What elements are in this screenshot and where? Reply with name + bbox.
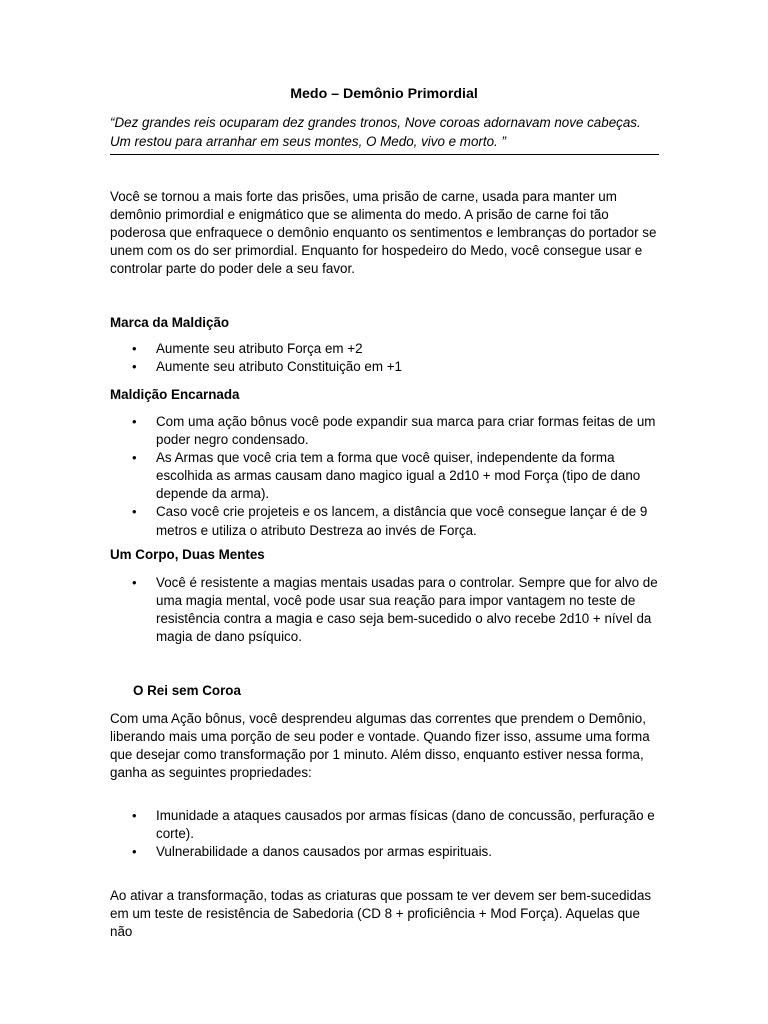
list-item: • Aumente seu atributo Constituição em +1 bbox=[110, 358, 659, 376]
list-marca-da-maldicao bbox=[110, 340, 659, 376]
intro-paragraph: Você se tornou a mais forte das prisões, uma prisão de carne, usada para manter um demônio primordial e enigmático que se alimenta do medo. A prisão de carne foi tão poderosa que enfraquece o demônio enquanto os sentimentos e lembranças do portador se unem com os do ser primordial. Enquanto for hospedeiro do Medo, você consegue usar e controlar parte do poder dele a seu favor. bbox=[110, 189, 657, 277]
bullet-icon: • bbox=[132, 808, 137, 823]
list-item: • Imunidade a ataques causados por armas físicas (dano de concussão, perfuração e corte). bbox=[132, 808, 655, 842]
closing-paragraph: Ao ativar a transformação, todas as criaturas que possam te ver devem ser bem-sucedidas em um teste de resistência de Sabedoria (CD 8 + proficiência + Mod Força). Aquelas que não bbox=[110, 888, 652, 940]
bullet-icon: • bbox=[132, 341, 137, 356]
bullet-icon: • bbox=[132, 504, 137, 520]
heading-marca-da-maldicao: Marca da Maldição bbox=[110, 315, 230, 330]
heading-um-corpo-duas-mentes: Um Corpo, Duas Mentes bbox=[110, 547, 265, 562]
list-item: • Aumente seu atributo Força em +2 bbox=[110, 340, 659, 358]
bullet-icon: • bbox=[132, 359, 137, 375]
list-maldicao-encarnada bbox=[110, 413, 659, 540]
heading-o-rei-sem-coroa: O Rei sem Coroa bbox=[133, 683, 241, 698]
list-item: • Você é resistente a magias mentais usadas para o controlar. Sempre que for alvo de uma magia mental, você pode usar sua reação para impor vantagem no teste de resistência contra a magia e caso seja bem-sucedido o alvo recebe 2d10 + nível da magia de dano psíquico. bbox=[132, 575, 658, 645]
document-title: Medo – Demônio Primordial bbox=[290, 86, 478, 102]
list-item: • Caso você crie projeteis e os lancem, a distância que você consegue lançar é de 9 metros e utiliza o atributo Destreza ao invés de Força. bbox=[132, 504, 648, 538]
list-item: • Com uma ação bônus você pode expandir sua marca para criar formas feitas de um poder negro condensado. bbox=[132, 414, 656, 448]
heading-maldicao-encarnada: Maldição Encarnada bbox=[110, 387, 240, 402]
list-o-rei-sem-coroa bbox=[110, 807, 659, 861]
bullet-icon: • bbox=[132, 575, 137, 590]
rei-paragraph: Com uma Ação bônus, você desprendeu algumas das correntes que prendem o Demônio, liberando mais uma porção de seu poder e vontade. Quando fizer isso, assume uma forma que desejar como transformação por 1 minuto. Além disso, enquanto estiver nessa forma, ganha as seguintes propriedades: bbox=[110, 711, 650, 781]
list-um-corpo-duas-mentes bbox=[110, 574, 659, 646]
list-item: • Vulnerabilidade a danos causados por armas espirituais. bbox=[110, 843, 659, 861]
list-item: • As Armas que você cria tem a forma que você quiser, independente da forma escolhida as armas causam dano magico igual a 2d10 + mod Força (tipo de dano depende da arma). bbox=[132, 450, 641, 502]
bullet-icon: • bbox=[132, 414, 137, 429]
epigraph-quote: “Dez grandes reis ocuparam dez grandes tronos, Nove coroas adornavam nove cabeças. Um restou para arranhar em seus montes, O Medo, vivo e morto. ” bbox=[110, 113, 659, 155]
bullet-icon: • bbox=[132, 844, 137, 860]
bullet-icon: • bbox=[132, 450, 137, 466]
